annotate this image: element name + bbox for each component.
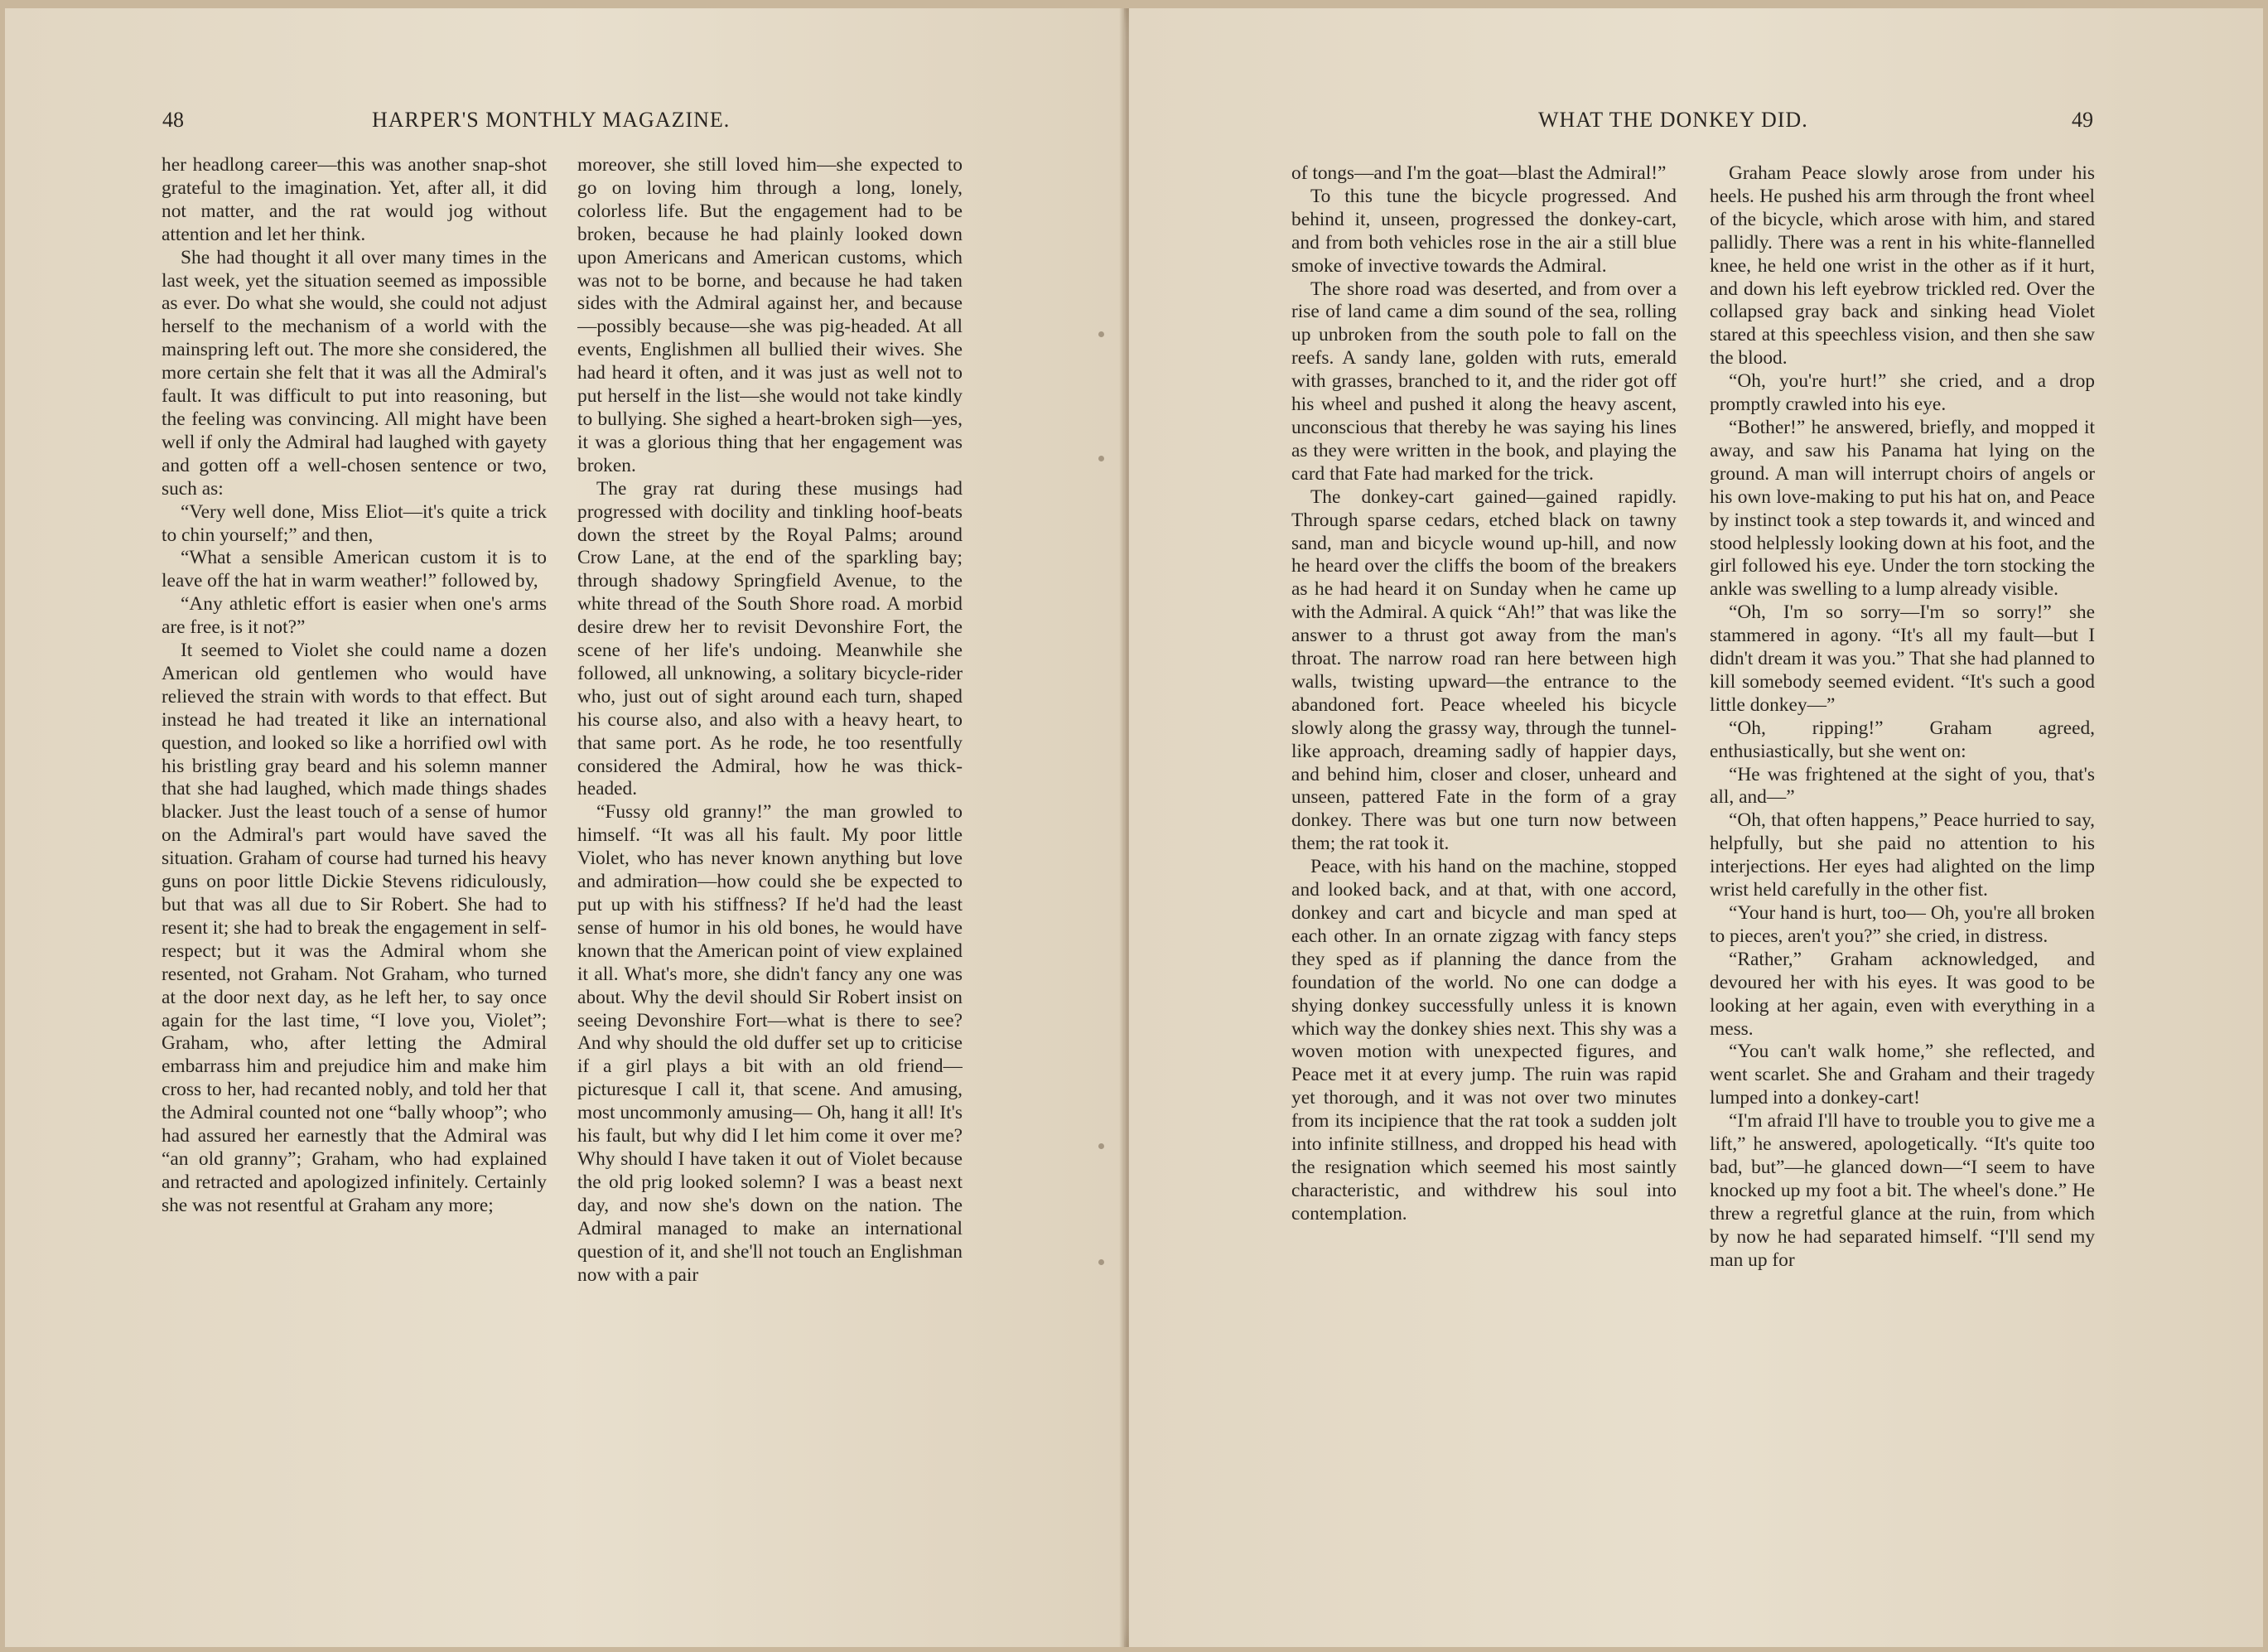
paragraph: “Fussy old granny!” the man growled to himself. “It was all his fault. My poor little Violet, who has never known anything but love and admiration—how could she be expected to put up with his stiffness? If he'd had the least sense of humor in his old bones, he would have known that the American point of view explained it all. What's more, she didn't fancy any one was about. Why the devil should Sir Robert insist on seeing Devonshire Fort—what is there to see? And why should the old duffer set up to criticise if a girl plays a bit with an old friend—picturesque I call it, that scene. And amusing, most uncommonly amusing— Oh, hang it all! It's his fault, but why did I let him come it over me? Why should I have taken it out of Violet because the old prig looked solemn? I was a beast next day, and now she's down on the nation. The Admiral managed to make an international question of it, and she'll not touch an Englishman now with a pair xyxy=(577,801,963,1286)
left-page xyxy=(5,8,1124,1647)
page-number-right: 49 xyxy=(2072,108,2093,132)
paragraph: “Bother!” he answered, briefly, and mopped it away, and saw his Panama hat lying on the ground. A man will interrupt choirs of angels or his own love-making to put his hat on, and Peace by instinct took a step towards it, and winced and stood helplessly looking down at his foot, and the girl followed his eye. Under the torn stocking the ankle was swelling to a lump already visible. xyxy=(1710,416,2095,601)
paragraph: The shore road was deserted, and from over a rise of land came a dim sound of the sea, rolling up unbroken from the south pole to fall on the reefs. A sandy lane, golden with ruts, emerald with grasses, branched to it, and the rider got off his wheel and pushed it along the heavy ascent, unconscious that thereby he was saying his lines as they were written in the book, and playing the card that Fate had marked for the trick. xyxy=(1291,278,1677,485)
paragraph: her headlong career—this was another snap-shot grateful to the imagination. Yet, after all, it did not matter, and the rat would jog without attention and let her think. xyxy=(162,154,547,245)
paragraph: Graham Peace slowly arose from under his heels. He pushed his arm through the front wheel of the bicycle, which arose with him, and stared pallidly. There was a rent in his white-flannelled knee, he held one wrist in the other as if it hurt, and down his left eyebrow trickled red. Over the collapsed gray back and sinking head Violet stared at this speechless vision, and then she saw the blood. xyxy=(1710,162,2095,370)
paragraph: of tongs—and I'm the goat—blast the Admiral!” xyxy=(1291,162,1667,184)
paragraph: Peace, with his hand on the machine, stopped and looked back, and at that, with one accord, donkey and cart and bicycle and man sped at each other. In an ornate zigzag with fancy steps they sped as if planning the dance from the foundation of the world. No one can dodge a shying donkey successfully unless it is known which way the donkey shies next. This shy was a woven motion with unexpected figures, and Peace met it at every jump. The ruin was rapid yet thorough, and it was not over two minutes from its incipience that the rat took a sudden jolt into infinite stillness, and dropped his head with the resignation which seemed his most saintly characteristic, and withdrew his soul into contemplation. xyxy=(1291,856,1677,1225)
paragraph: “He was frightened at the sight of you, that's all, and—” xyxy=(1710,763,2095,809)
paragraph: “Oh, ripping!” Graham agreed, enthusiastically, but she went on: xyxy=(1710,717,2095,762)
paragraph: “I'm afraid I'll have to trouble you to give me a lift,” he answered, apologetically. “It's quite too bad, but”—he glanced down—“I seem to have knocked up my foot a bit. The wheel's done.” He threw a regretful glance at the ruin, from which by now he had separated himself. “I'll send my man up for xyxy=(1710,1110,2095,1271)
page-number-left: 48 xyxy=(162,108,184,132)
paragraph: It seemed to Violet she could name a dozen American old gentlemen who would have relieved the strain with words to that effect. But instead he had treated it like an international question, and looked so like a horrified owl with his bristling gray beard and his solemn manner that she had laughed, which made things shades blacker. Just the least touch of a sense of humor on the Admiral's part would have saved the situation. Graham of course had turned his heavy guns on poor little Dickie Stevens ridiculously, but that was all due to Sir Robert. She had to resent it; she had to break the engagement in self-respect; but it was the Admiral whom she resented, not Graham. Not Graham, who turned at the door next day, as he left her, to say once again for the last time, “I love you, Violet”; Graham, who, after letting the Admiral embarrass him and prejudice him and make him cross to her, had recanted nobly, and told her that the Admiral counted not one “bally whoop”; who had assured her earnestly that the Admiral was “an old granny”; Graham, who had explained and retracted and apologized infinitely. Certainly she was not resentful at Graham any more; xyxy=(162,640,547,1216)
magazine-spread xyxy=(5,8,2263,1647)
paragraph: The donkey-cart gained—gained rapidly. Through sparse cedars, etched black on tawny sand, man and bicycle wound up-hill, and now he heard over the cliffs the boom of the breakers as he had heard it on Sunday when he came up with the Admiral. A quick “Ah!” that was like the answer to a thrust got away from the man's throat. The narrow road ran here between high walls, twisting upward—the entrance to the abandoned fort. Peace wheeled his bicycle slowly along the grassy way, through the tunnel-like approach, dreaming sadly of happier days, and behind him, closer and closer, unheard and unseen, pattered Fate in the form of a gray donkey. There was but one turn now between them; the rat took it. xyxy=(1291,485,1677,855)
paragraph: The gray rat during these musings had progressed with docility and tinkling hoof-beats down the street by the Royal Palms; around Crow Lane, at the end of the sparkling bay; through shadowy Springfield Avenue, to the white thread of the South Shore road. A morbid desire drew her to revisit Devonshire Fort, the scene of her life's undoing. Meanwhile she followed, all unknowing, a solitary bicycle-rider who, just out of sight around each turn, shaped his course also, and also with a heavy heart, to that same port. As he rode, he too resentfully considered the Admiral, how he was thick-headed. xyxy=(577,477,963,800)
right-page-column-1 xyxy=(1291,162,1677,1505)
paragraph: “Rather,” Graham acknowledged, and devoured her with his eyes. It was good to be looking at her again, even with everything in a mess. xyxy=(1710,948,2095,1040)
binding-hole xyxy=(1098,456,1104,461)
binding-hole xyxy=(1098,1259,1104,1265)
paragraph: “Oh, you're hurt!” she cried, and a drop promptly crawled into his eye. xyxy=(1710,370,2095,416)
running-head-left: HARPER'S MONTHLY MAGAZINE. xyxy=(372,108,731,132)
paragraph: “Oh, I'm so sorry—I'm so sorry!” she stammered in agony. “It's all my fault—but I didn't dream it was you.” That she had planned to kill somebody seemed evident. “It's such a good little donkey—” xyxy=(1710,601,2095,716)
right-page xyxy=(1129,8,2263,1647)
left-page-column-1 xyxy=(162,154,547,1496)
paragraph: “You can't walk home,” she reflected, and went scarlet. She and Graham and their tragedy lumped into a donkey-cart! xyxy=(1710,1041,2095,1109)
paragraph: She had thought it all over many times in the last week, yet the situation seemed as impossible as ever. Do what she would, she could not adjust herself to the mechanism of a world with the mainspring left out. The more she considered, the more certain she felt that it was all the Admiral's fault. It was difficult to put into reasoning, but the feeling was convincing. All might have been well if only the Admiral had laughed with gayety and gotten off a well-chosen sentence or two, such as: xyxy=(162,246,547,500)
left-page-column-2 xyxy=(577,154,963,1496)
paragraph: “What a sensible American custom it is to leave off the hat in warm weather!” followed by, xyxy=(162,547,547,592)
running-head-right: WHAT THE DONKEY DID. xyxy=(1538,108,1808,132)
paragraph: “Oh, that often happens,” Peace hurried to say, helpfully, but she paid no attention to his interjections. Her eyes had alighted on the limp wrist held carefully in the other fist. xyxy=(1710,809,2095,901)
paragraph: moreover, she still loved him—she expected to go on loving him through a long, lonely, colorless life. But the engagement had to be broken, because he had plainly looked down upon Americans and American customs, which was not to be borne, and because he had taken sides with the Admiral against her, and because—possibly because—she was pig-headed. At all events, Englishmen all bullied their wives. She had heard it often, and it was just as well not to put herself in the list—she would not take kindly to bullying. She sighed a heart-broken sigh—yes, it was a glorious thing that her engagement was broken. xyxy=(577,154,963,476)
binding-hole xyxy=(1098,1143,1104,1149)
paragraph: “Your hand is hurt, too— Oh, you're all broken to pieces, aren't you?” she cried, in distress. xyxy=(1710,902,2095,947)
paragraph: “Very well done, Miss Eliot—it's quite a trick to chin yourself;” and then, xyxy=(162,500,547,546)
right-page-column-2 xyxy=(1710,162,2095,1505)
paragraph: To this tune the bicycle progressed. And behind it, unseen, progressed the donkey-cart, and from both vehicles rose in the air a still blue smoke of invective towards the Admiral. xyxy=(1291,185,1677,277)
binding-hole xyxy=(1098,331,1104,337)
paragraph: “Any athletic effort is easier when one's arms are free, is it not?” xyxy=(162,593,547,639)
